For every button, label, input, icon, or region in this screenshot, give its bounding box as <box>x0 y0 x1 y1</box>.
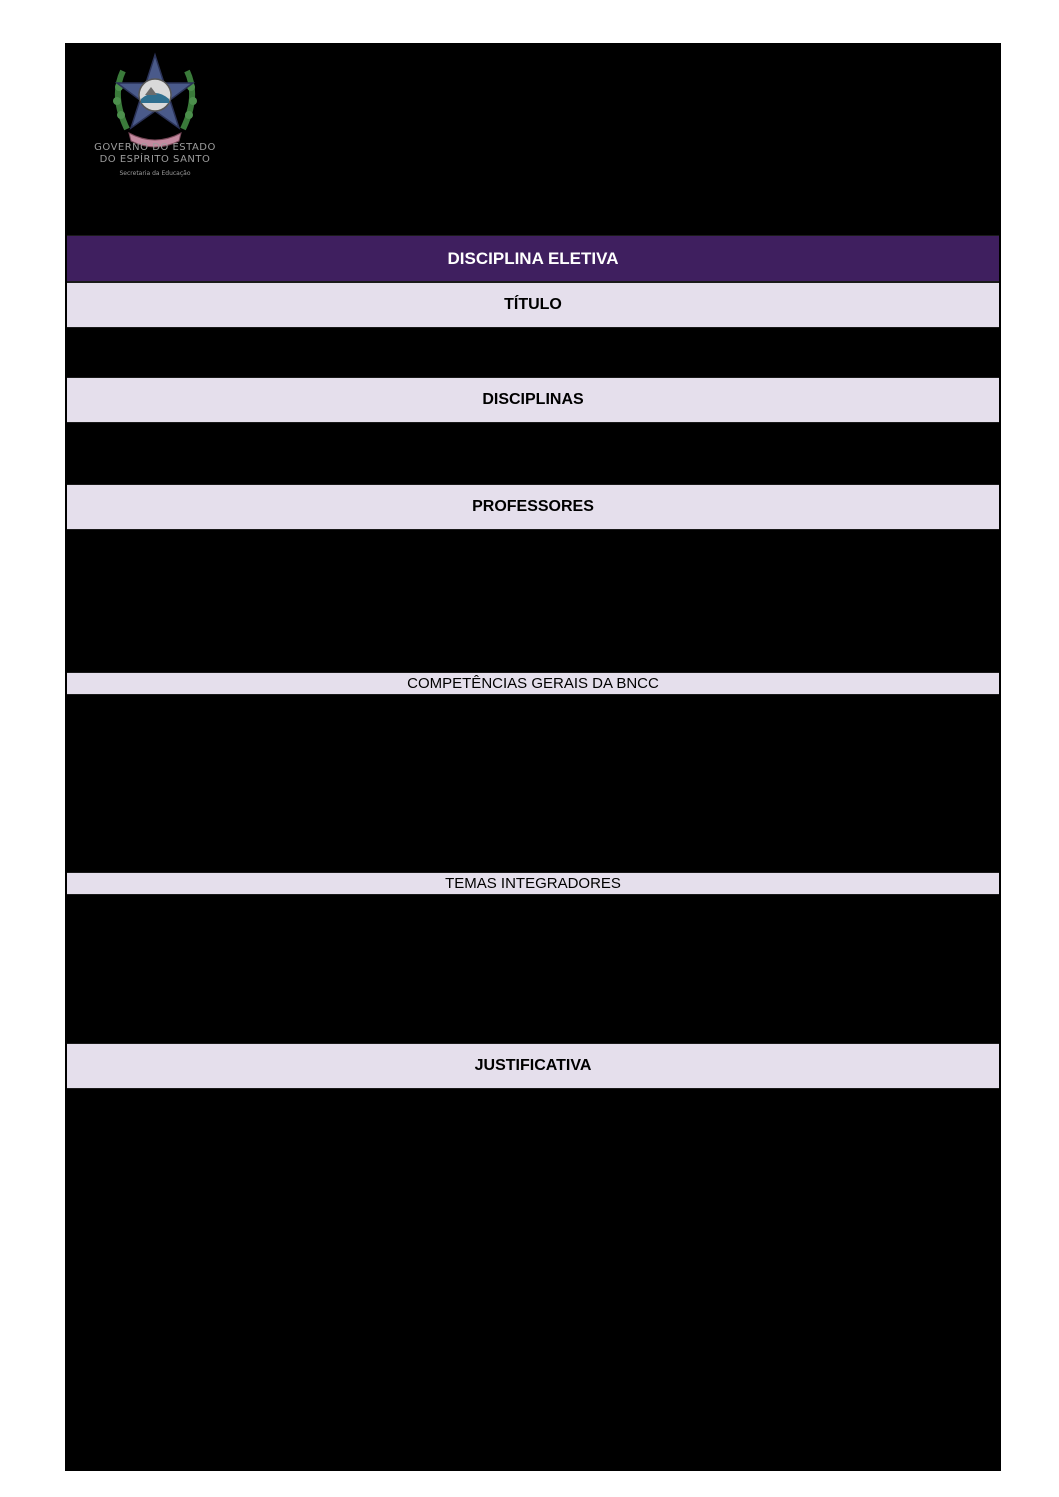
section-disciplinas-label: DISCIPLINAS <box>67 377 999 423</box>
section-professores-label: PROFESSORES <box>67 484 999 530</box>
section-justificativa-field[interactable] <box>67 1090 999 1468</box>
section-titulo-label: TÍTULO <box>67 282 999 328</box>
section-titulo-field[interactable] <box>67 329 999 377</box>
section-competencias-label: COMPETÊNCIAS GERAIS DA BNCC <box>67 672 999 695</box>
government-logo <box>93 51 217 191</box>
form-sheet <box>65 43 1001 1471</box>
logo-line-1: GOVERNO DO ESTADO <box>94 142 216 153</box>
section-disciplinas-field[interactable] <box>67 424 999 484</box>
section-justificativa-label: JUSTIFICATIVA <box>67 1043 999 1089</box>
logo-line-3: Secretaria da Educação <box>119 170 191 177</box>
form-title: DISCIPLINA ELETIVA <box>67 235 999 282</box>
section-professores-field[interactable] <box>67 531 999 672</box>
coat-of-arms-icon <box>93 51 217 151</box>
logo-line-2: DO ESPÍRITO SANTO <box>99 154 211 165</box>
section-temas-field[interactable] <box>67 896 999 1043</box>
section-competencias-field[interactable] <box>67 696 999 872</box>
section-temas-label: TEMAS INTEGRADORES <box>67 872 999 895</box>
